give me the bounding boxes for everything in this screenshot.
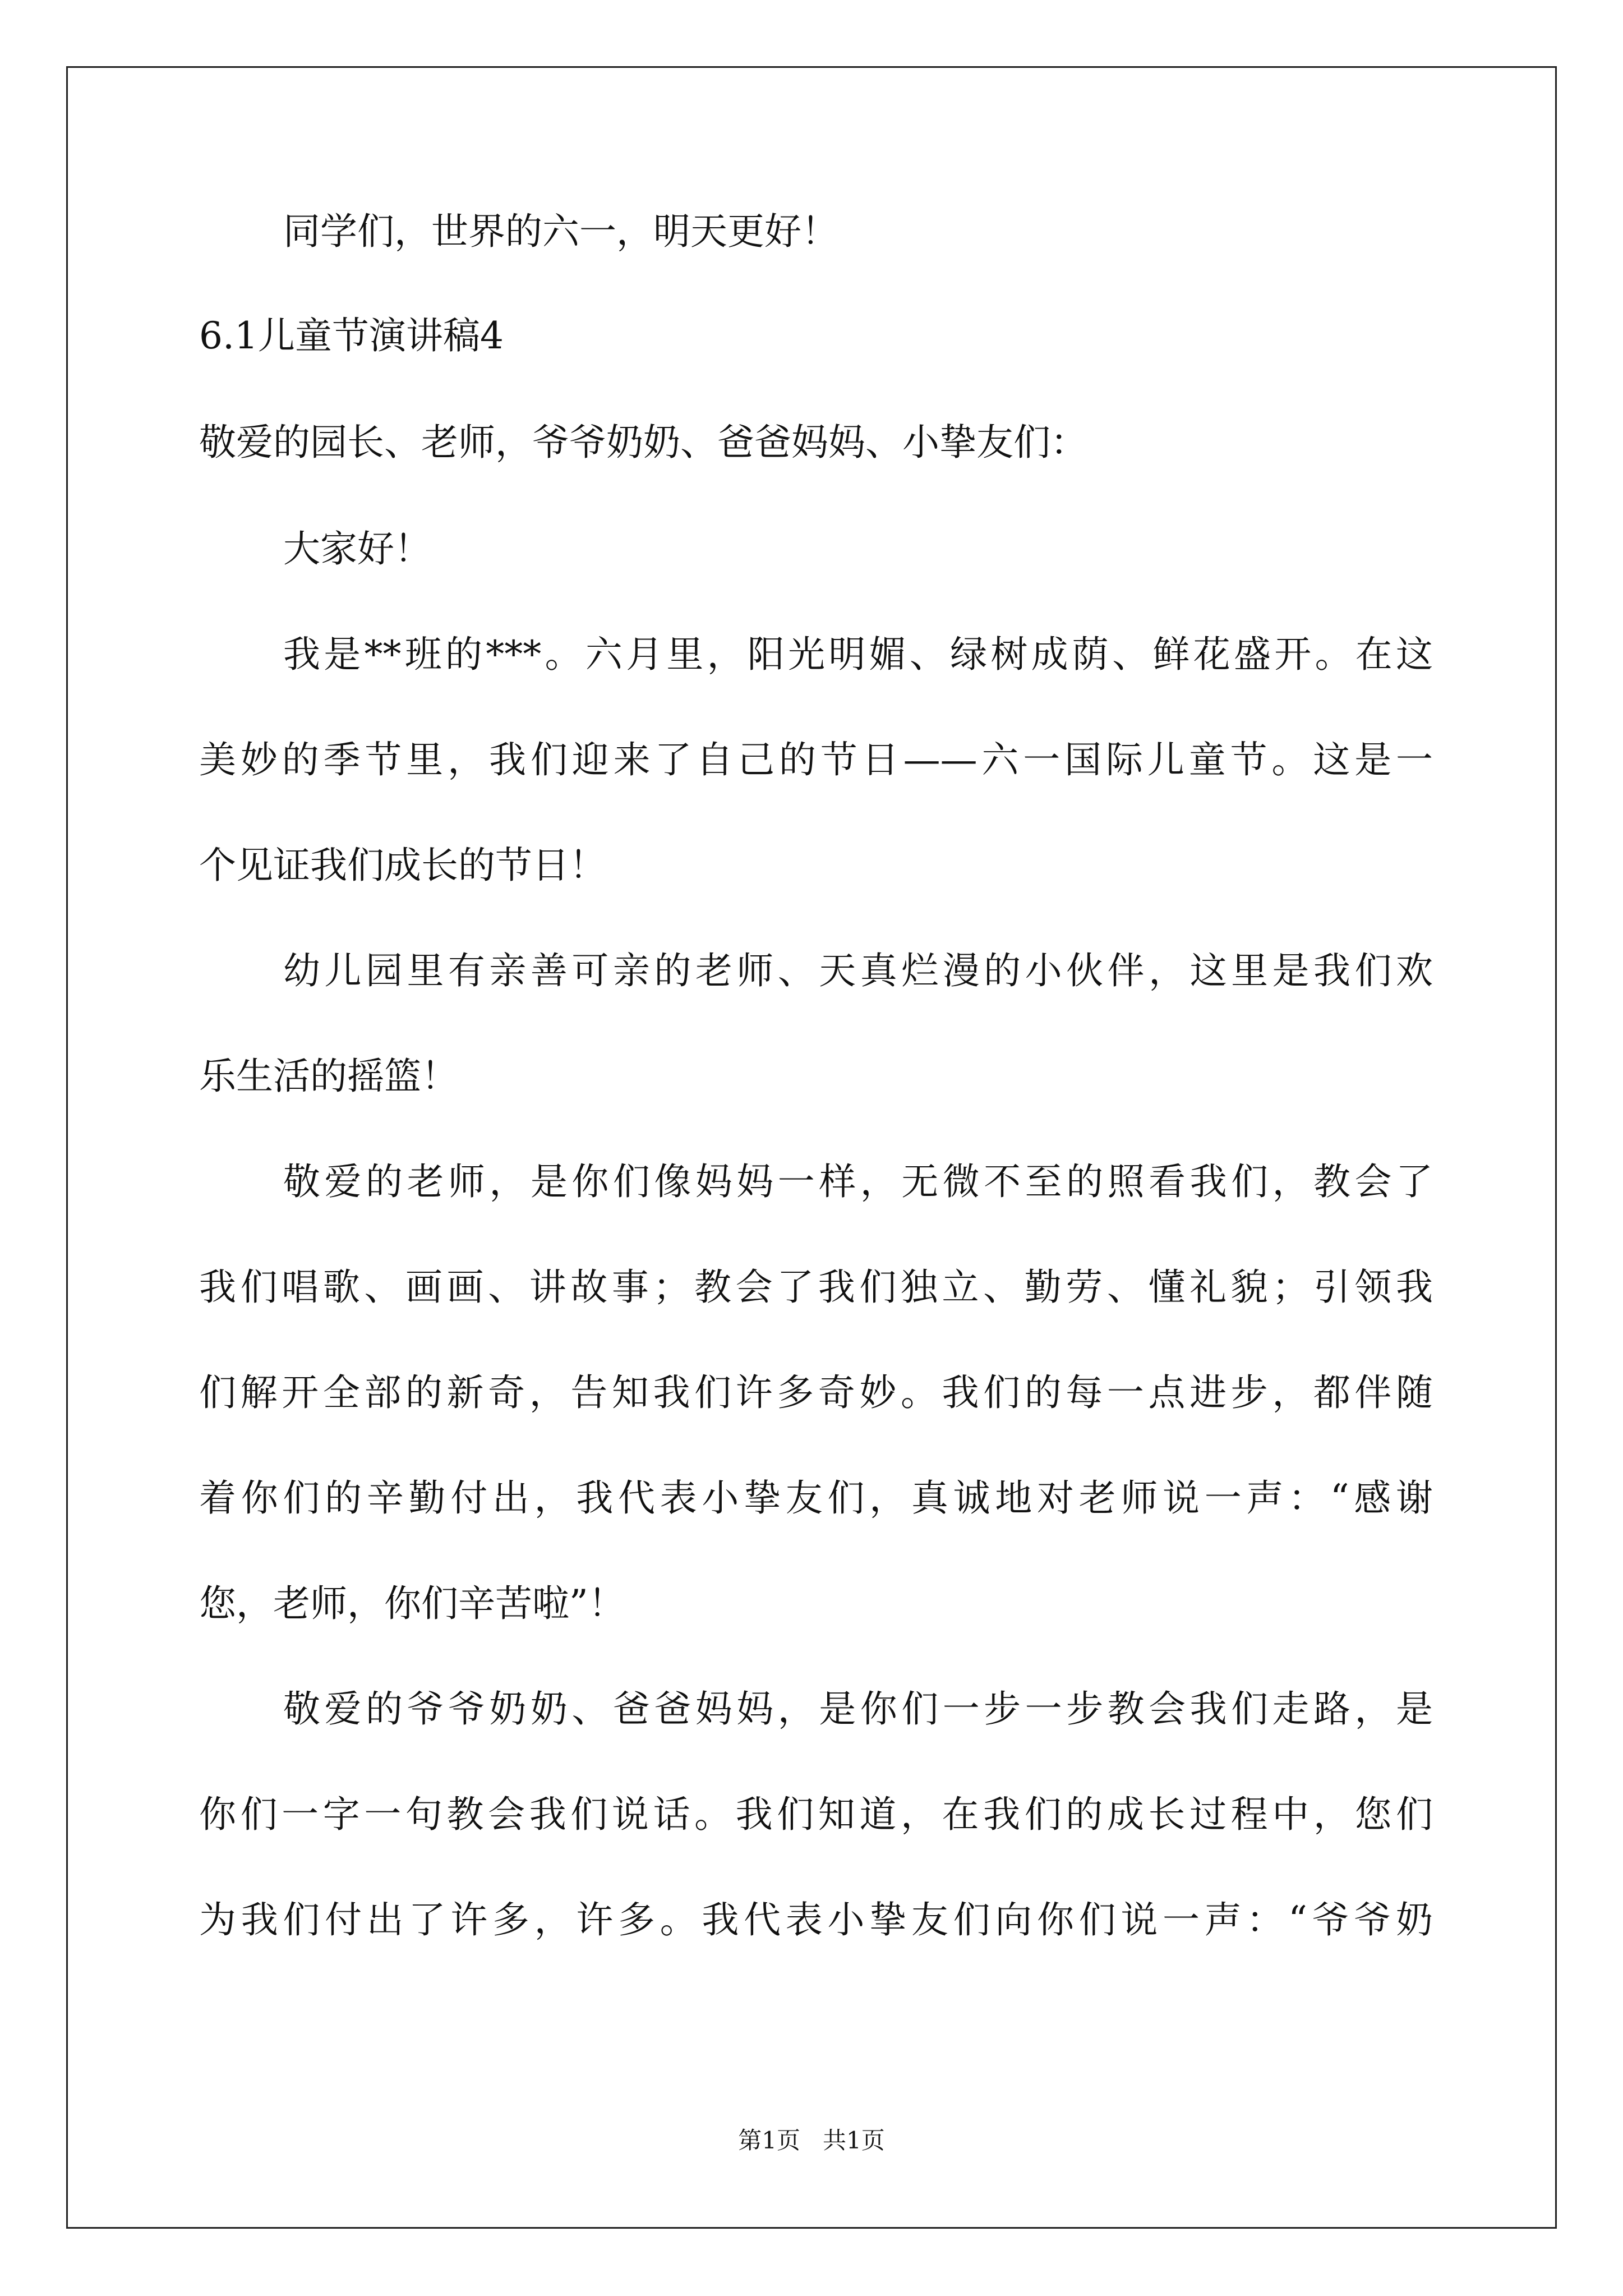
section-heading: 6.1儿童节演讲稿4 (199, 314, 504, 357)
paragraph-3-line-4: 着你们的辛勤付出，我代表小挚友们，真诚地对老师说一声：“感谢 (199, 1476, 1433, 1520)
paragraph-4-line-2: 你们一字一句教会我们说话。我们知道，在我们的成长过程中，您们 (199, 1793, 1433, 1836)
paragraph-3-line-2: 我们唱歌、画画、讲故事；教会了我们独立、勤劳、懂礼貌；引领我 (199, 1266, 1433, 1309)
greeting: 大家好！ (283, 527, 431, 570)
paragraph-3-line-5: 您，老师，你们辛苦啦”！ (199, 1582, 625, 1625)
paragraph-2-line-2: 乐生活的摇篮！ (199, 1055, 458, 1098)
salutation: 敬爱的园长、老师，爷爷奶奶、爸爸妈妈、小挚友们： (199, 421, 1087, 464)
paragraph-3-line-1: 敬爱的老师，是你们像妈妈一样，无微不至的照看我们，教会了 (283, 1160, 1433, 1203)
paragraph-closing-line: 同学们，世界的六一，明天更好！ (283, 210, 838, 253)
paragraph-3-line-3: 们解开全部的新奇，告知我们许多奇妙。我们的每一点进步，都伴随 (199, 1371, 1433, 1414)
paragraph-2-line-1: 幼儿园里有亲善可亲的老师、天真烂漫的小伙伴，这里是我们欢 (283, 949, 1433, 992)
paragraph-1-line-3: 个见证我们成长的节日！ (199, 844, 606, 887)
paragraph-1-line-1: 我是**班的***。六月里，阳光明媚、绿树成荫、鲜花盛开。在这 (283, 633, 1433, 676)
paragraph-4-line-3: 为我们付出了许多，许多。我代表小挚友们向你们说一声：“爷爷奶 (199, 1898, 1433, 1941)
paragraph-1-line-2: 美妙的季节里，我们迎来了自己的节日——六一国际儿童节。这是一 (199, 738, 1433, 781)
paragraph-4-line-1: 敬爱的爷爷奶奶、爸爸妈妈，是你们一步一步教会我们走路，是 (283, 1687, 1433, 1731)
page-number-footer: 第1页 共1页 (738, 2127, 885, 2154)
